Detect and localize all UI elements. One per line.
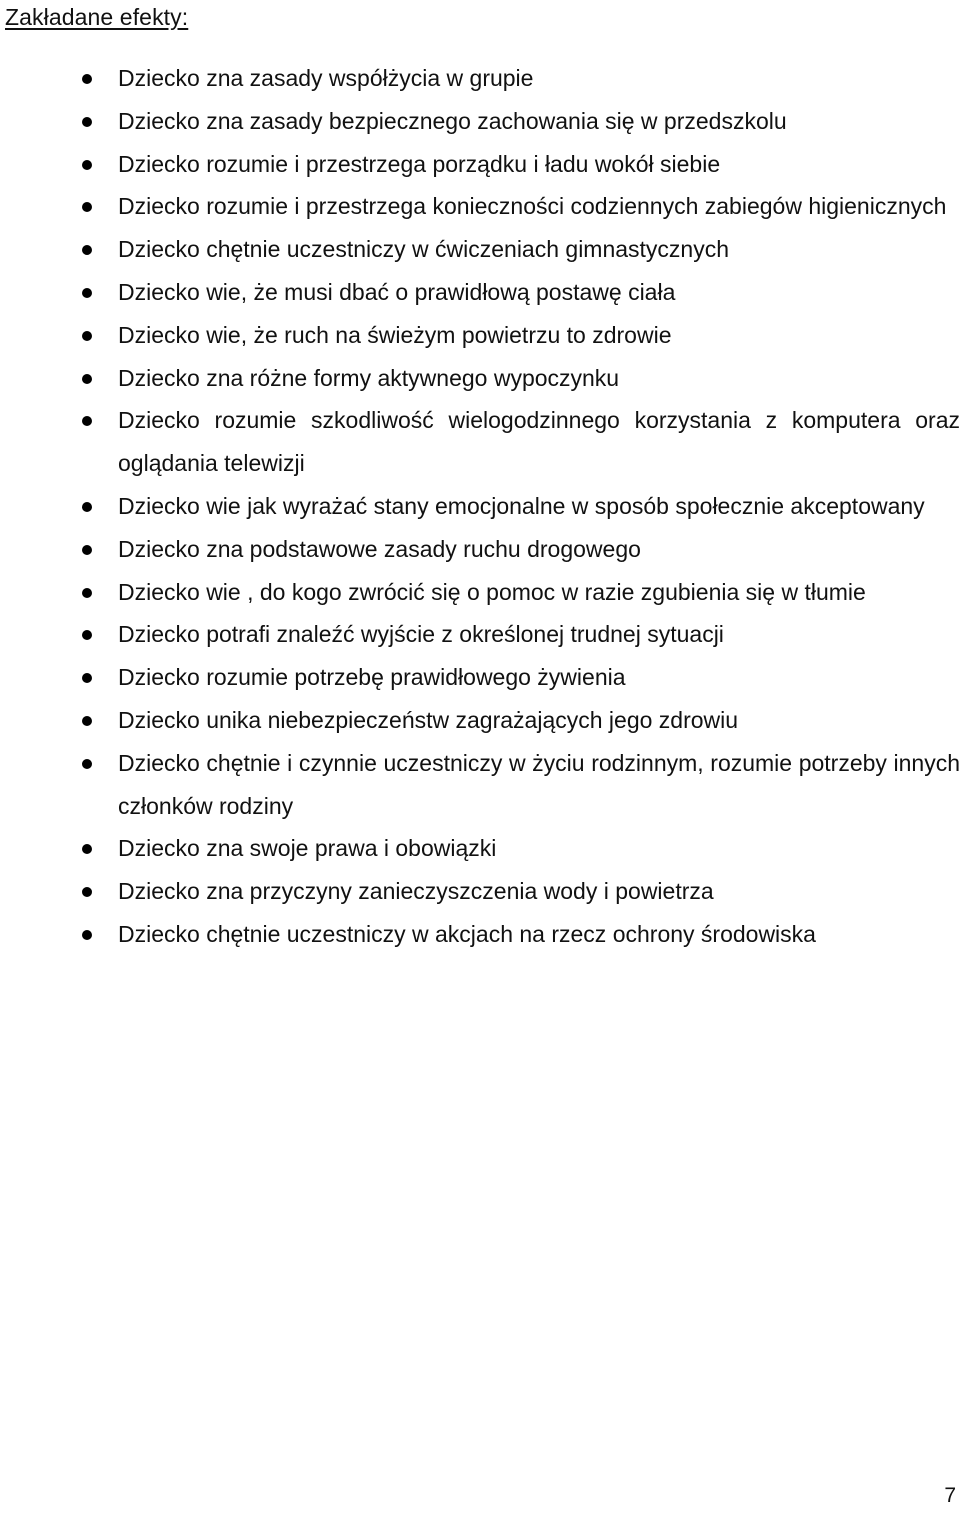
list-item-text: Dziecko wie, że musi dbać o prawidłową postawę ciała: [118, 278, 676, 305]
list-item-text: Dziecko rozumie potrzebę prawidłowego żywienia: [118, 664, 626, 691]
list-item: [0, 399, 960, 485]
list-item: [0, 314, 960, 357]
list-item: [0, 870, 960, 913]
list-item-text: Dziecko potrafi znaleźć wyjście z określonej trudnej sytuacji: [118, 621, 724, 648]
list-item-text: Dziecko chętnie i czynnie uczestniczy w życiu rodzinnym, rozumie potrzeby innych członków rodziny: [118, 749, 960, 819]
list-item: [0, 528, 960, 571]
list-item-text: Dziecko zna przyczyny zanieczyszczenia wody i powietrza: [118, 878, 714, 905]
effects-list: [0, 57, 960, 956]
bullet-icon: [82, 502, 92, 512]
list-item: [0, 228, 960, 271]
bullet-icon: [82, 202, 92, 212]
bullet-icon: [82, 759, 92, 769]
list-item-text: Dziecko zna zasady współżycia w grupie: [118, 65, 534, 91]
list-item: [0, 913, 960, 956]
bullet-icon: [82, 117, 92, 127]
bullet-icon: [82, 545, 92, 555]
list-item-text: Dziecko rozumie szkodliwość wielogodzinnego korzystania z komputera oraz oglądania telewizji: [118, 407, 960, 477]
bullet-icon: [82, 74, 92, 84]
list-item-text: Dziecko rozumie i przestrzega konieczności codziennych zabiegów higienicznych: [118, 193, 947, 220]
list-item: [0, 143, 960, 186]
page-number: 7: [944, 1484, 956, 1507]
list-item: [0, 100, 960, 143]
list-item-text: Dziecko zna swoje prawa i obowiązki: [118, 835, 497, 862]
bullet-icon: [82, 160, 92, 170]
list-item: [0, 613, 960, 656]
bullet-icon: [82, 844, 92, 854]
bullet-icon: [82, 288, 92, 298]
list-item: [0, 699, 960, 742]
list-item-text: Dziecko zna zasady bezpiecznego zachowania się w przedszkolu: [118, 107, 787, 134]
bullet-icon: [82, 930, 92, 940]
list-item: [0, 271, 960, 314]
list-item: [0, 185, 960, 228]
list-item-text: Dziecko rozumie i przestrzega porządku i ładu wokół siebie: [118, 150, 721, 177]
list-item-text: Dziecko wie , do kogo zwrócić się o pomoc w razie zgubienia się w tłumie: [118, 578, 866, 605]
list-item-text: Dziecko wie jak wyrażać stany emocjonalne w sposób społecznie akceptowany: [118, 492, 925, 519]
bullet-icon: [82, 588, 92, 598]
bullet-icon: [82, 716, 92, 726]
list-item-text: Dziecko wie, że ruch na świeżym powietrzu to zdrowie: [118, 321, 672, 348]
list-item: [0, 485, 960, 528]
list-item: [0, 827, 960, 870]
list-item-text: Dziecko zna podstawowe zasady ruchu drogowego: [118, 535, 641, 562]
list-item-text: Dziecko chętnie uczestniczy w akcjach na rzecz ochrony środowiska: [118, 920, 816, 947]
list-item-text: Dziecko zna różne formy aktywnego wypoczynku: [118, 364, 620, 391]
list-item: [0, 656, 960, 699]
list-item-text: Dziecko chętnie uczestniczy w ćwiczeniach gimnastycznych: [118, 236, 730, 263]
list-item: [0, 57, 960, 100]
bullet-icon: [82, 630, 92, 640]
bullet-icon: [82, 673, 92, 683]
list-item: [0, 742, 960, 828]
section-heading: Zakładane efekty:: [5, 4, 189, 30]
bullet-icon: [82, 416, 92, 426]
list-item: [0, 357, 960, 400]
bullet-icon: [82, 887, 92, 897]
bullet-icon: [82, 374, 92, 384]
list-item: [0, 571, 960, 614]
bullet-icon: [82, 245, 92, 255]
bullet-icon: [82, 331, 92, 341]
list-item-text: Dziecko unika niebezpieczeństw zagrażających jego zdrowiu: [118, 706, 739, 733]
